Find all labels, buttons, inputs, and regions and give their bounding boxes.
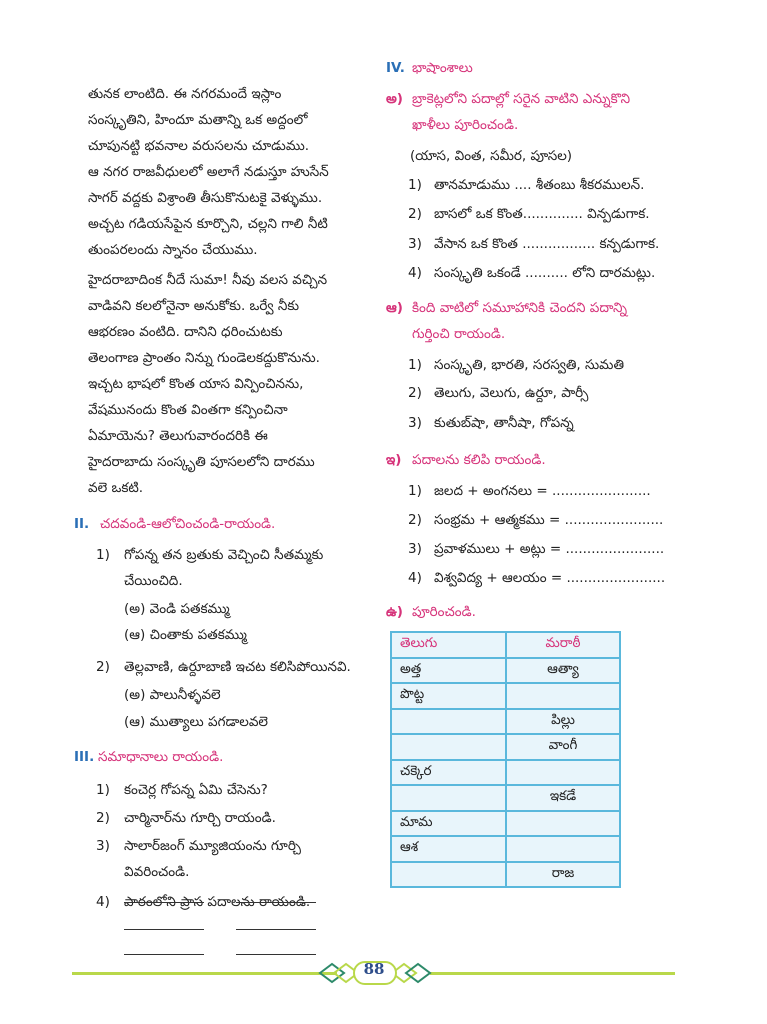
exercise-marker: ఉ) (386, 604, 403, 620)
table-cell[interactable]: అత్త (391, 658, 506, 684)
item-number: 3) (408, 236, 422, 252)
footer-rule-left (72, 972, 337, 975)
table-cell[interactable]: పొట్ట (391, 683, 506, 709)
question-text: చార్మినార్‌ను గూర్చి రాయండి. (124, 810, 276, 826)
answer-blank[interactable] (236, 954, 316, 955)
vocabulary-table (390, 631, 621, 888)
exercise-title: పూరించండి. (412, 604, 476, 620)
table-row (391, 862, 620, 888)
table-cell[interactable] (391, 734, 506, 760)
question-number: 4) (96, 894, 110, 910)
question-text: వివరించండి. (124, 864, 190, 880)
question-text: సాలార్‌జంగ్ మ్యూజియంను గూర్చి (124, 838, 302, 854)
page-number: 88 (363, 960, 385, 978)
table-row (391, 683, 620, 709)
word-group: సంస్కృతి, భారతి, సరస్వతి, సుమతి (434, 357, 625, 373)
exercise-title: గుర్తించి రాయండి. (412, 326, 506, 342)
text-line: హైదరాబాదు సంస్కృతి పూసలలోని దారము (88, 454, 315, 470)
answer-blank[interactable] (236, 929, 316, 930)
section-number: III. (74, 749, 95, 765)
exercise-marker: అ) (386, 91, 403, 107)
exercise-title: బ్రాకెట్లలోని పదాల్లో సరైన వాటిని ఎన్నుకొని (412, 91, 631, 107)
option: (ఆ) చింతాకు పతకమ్ము (124, 627, 247, 643)
section-number: II. (74, 516, 90, 532)
sandhi-item: విశ్వవిద్య + ఆలయం = ....................... (434, 570, 666, 586)
text-line: ఇచ్చట భాషలో కొంత యాస విన్పించినను, (88, 376, 304, 392)
text-line: ఆ నగర రాజవీధులలో అలాగే నడుస్తూ హుసేన్ (88, 164, 329, 180)
fill-blank-item: సంస్కృతి ఒకండే .......... లోని దారమట్లు. (434, 265, 656, 281)
item-number: 2) (408, 512, 422, 528)
table-cell[interactable] (391, 709, 506, 735)
text-line: సాగర్ వద్దకు విశ్రాంతి తీసుకొనుటకై వెళ్ళుము. (88, 190, 323, 206)
exercise-marker: ఆ) (386, 300, 403, 316)
table-cell[interactable]: రాజ (506, 862, 620, 888)
fill-blank-item: తానమాడుము .... శీతంబు శీకరములన్. (434, 177, 645, 193)
text-line: ఆభరణం వంటిది. దానిని ధరించుటకు (88, 324, 283, 340)
table-cell[interactable]: ఆశ (391, 836, 506, 862)
item-number: 1) (408, 357, 422, 373)
table-row (391, 709, 620, 735)
item-number: 4) (408, 570, 422, 586)
item-number: 2) (408, 206, 422, 222)
table-cell[interactable] (391, 785, 506, 811)
option: (అ) వెండి పతకమ్ము (124, 601, 230, 617)
text-line: చూపునట్టి భవనాల వరుసలను చూడుము. (88, 138, 310, 154)
table-header-cell: మరాఠీ (506, 632, 620, 658)
item-number: 4) (408, 265, 422, 281)
table-cell[interactable]: చక్కెర (391, 760, 506, 786)
table-cell[interactable]: ఇకడే (506, 785, 620, 811)
question-number: 2) (96, 659, 110, 675)
answer-blank[interactable] (124, 929, 204, 930)
table-cell[interactable]: ఆత్యా (506, 658, 620, 684)
text-line: తెలంగాణ ప్రాంతం నిన్ను గుండెలకద్దుకొనును. (88, 350, 320, 366)
table-cell[interactable]: మామ (391, 811, 506, 837)
text-line: సంస్కృతిని, హిందూ మతాన్ని ఒక అద్దంలో (88, 112, 308, 128)
table-cell[interactable]: వాంగీ (506, 734, 620, 760)
table-header-row (391, 632, 620, 658)
question-number: 1) (96, 547, 110, 563)
table-row (391, 785, 620, 811)
question-text: కంచెర్ల గోపన్న ఏమి చేసెను? (124, 782, 268, 798)
question-number: 1) (96, 782, 110, 798)
text-line: తునక లాంటిది. ఈ నగరమందే ఇస్లాం (88, 86, 282, 102)
text-line: హైదరాబాదింక నీదే సుమా! నీవు వలస వచ్చిన (88, 272, 328, 288)
table-cell[interactable] (506, 760, 620, 786)
sandhi-item: జలద + అంగనలు = ....................... (434, 483, 651, 499)
item-number: 1) (408, 177, 422, 193)
text-line: వాడివని కలలోనైనా అనుకోకు. ఒర్వే నీకు (88, 298, 300, 314)
fill-blank-item: వేసాన ఒక కొంత ................. కన్పడుగాక. (434, 236, 660, 252)
sandhi-item: సంభ్రమ + ఆత్మకము = ....................... (434, 512, 664, 528)
question-text: తెల్లవాణి, ఉర్దూబాణి ఇచట కలిసిపోయినవి. (124, 659, 351, 675)
word-options: (యాస, వింత, సమీర, పూసల) (410, 148, 573, 164)
table-row (391, 760, 620, 786)
option: (ఆ) ముత్యాలు పగడాలవలె (124, 714, 269, 730)
text-line: వలె ఒకటి. (88, 480, 144, 496)
question-number: 3) (96, 838, 110, 854)
fill-blank-item: బాసలో ఒక కొంత.............. విన్పడుగాక. (434, 206, 650, 222)
item-number: 3) (408, 415, 422, 431)
item-number: 1) (408, 483, 422, 499)
table-cell[interactable] (506, 683, 620, 709)
section-title: సమాధానాలు రాయండి. (98, 749, 224, 765)
text-line: ఏమాయెను? తెలుగువారందరికి ఈ (88, 428, 268, 444)
section-title: భాషాంశాలు (412, 60, 473, 76)
section-title: చదవండి-ఆలోచించండి-రాయండి. (100, 516, 276, 532)
question-text: గోపన్న తన బ్రతుకు వెచ్చించి సీతమ్మకు (124, 547, 324, 563)
table-row (391, 658, 620, 684)
exercise-title: పదాలను కలిపి రాయండి. (412, 452, 546, 468)
exercise-title: కింది వాటిలో సమూహానికి చెందని పదాన్ని (412, 300, 628, 316)
question-text: పాఠంలోని ప్రాస పదాలను రాయండి. (124, 894, 311, 910)
table-header-cell: తెలుగు (391, 632, 506, 658)
table-row (391, 734, 620, 760)
exercise-title: ఖాళీలు పూరించండి. (412, 117, 519, 133)
table-cell[interactable] (391, 862, 506, 888)
text-line: తుంపరలందు స్నానం చేయుము. (88, 242, 258, 258)
table-cell[interactable] (506, 811, 620, 837)
answer-blank[interactable] (124, 902, 204, 903)
item-number: 3) (408, 541, 422, 557)
option: (అ) పాలునీళ్ళవలె (124, 687, 221, 703)
answer-blank[interactable] (236, 902, 316, 903)
table-cell[interactable]: పిల్లు (506, 709, 620, 735)
sandhi-item: ప్రవాళములు + అట్లు = ....................... (434, 541, 665, 557)
table-row (391, 811, 620, 837)
question-text: చేయించిది. (124, 573, 183, 589)
question-number: 2) (96, 810, 110, 826)
text-line: వేషమునందు కొంత వింతగా కన్పించినా (88, 402, 288, 418)
item-number: 2) (408, 385, 422, 401)
word-group: తెలుగు, వెలుగు, ఉర్దూ, పార్సీ (434, 385, 589, 401)
word-group: కుతుబ్‌షా, తానీషా, గోపన్న (434, 415, 574, 431)
text-line: అచ్చట గడియసేపైన కూర్చొని, చల్లని గాలి నీటి (88, 216, 328, 232)
footer-rule-right (430, 972, 675, 975)
section-number: IV. (386, 60, 405, 76)
exercise-marker: ఇ) (386, 452, 402, 468)
table-cell[interactable] (506, 836, 620, 862)
table-row (391, 836, 620, 862)
answer-blank[interactable] (124, 954, 204, 955)
